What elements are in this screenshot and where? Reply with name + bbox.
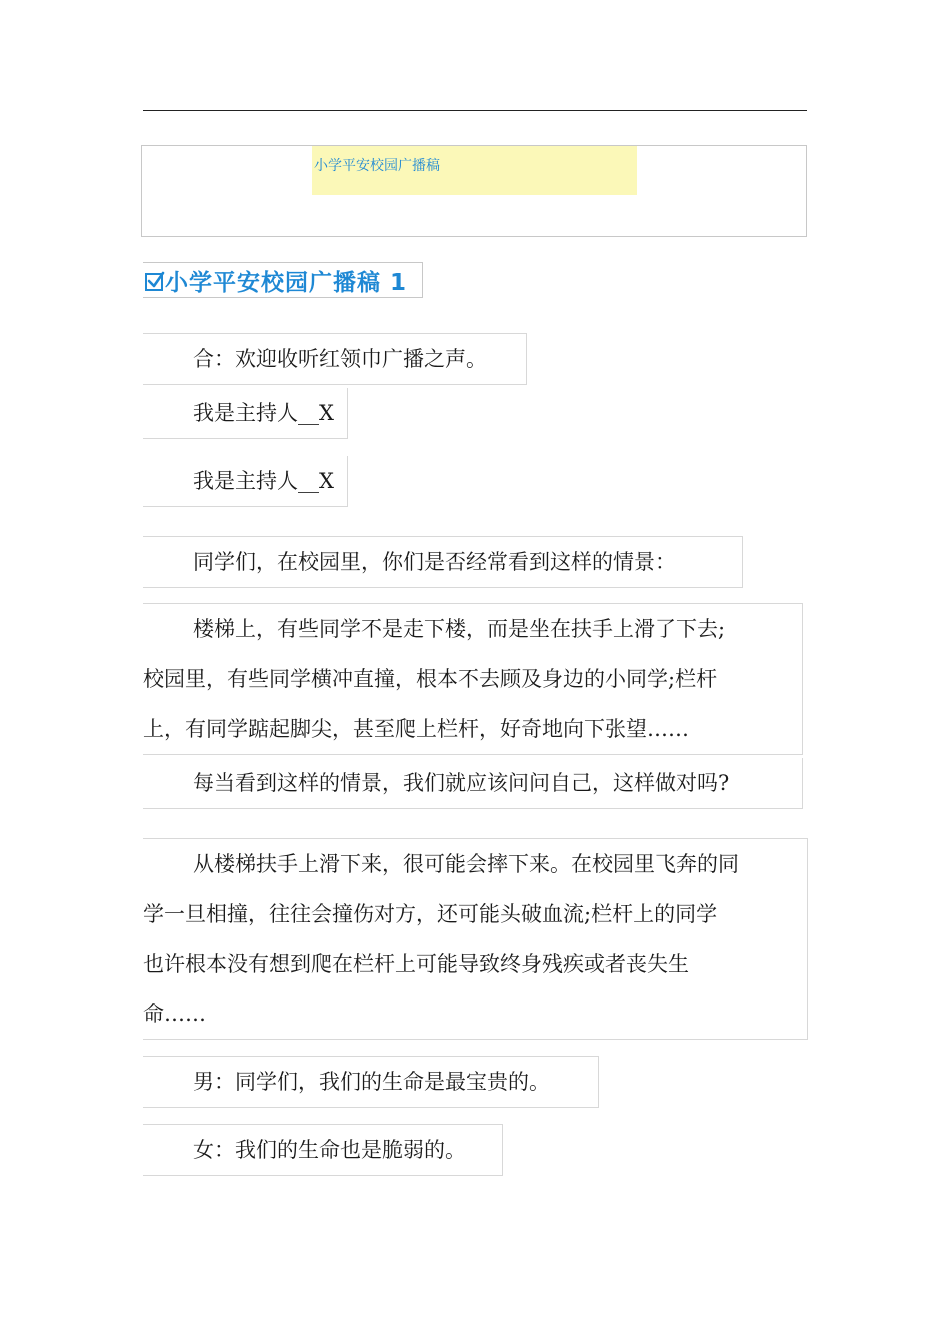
paragraph-line: 同学们，在校园里，你们是否经常看到这样的情景： xyxy=(193,550,676,574)
paragraph-host-1 xyxy=(143,388,348,439)
checkbox-icon xyxy=(145,273,163,291)
paragraph-line: 学一旦相撞，往往会撞伤对方，还可能头破血流;栏杆上的同学 xyxy=(143,902,718,926)
paragraph-reflection xyxy=(143,758,803,809)
section-heading-text: 小学平安校园广播稿 1 xyxy=(165,269,408,296)
paragraph-line: 我是主持人__X xyxy=(193,469,334,493)
paragraph-line: 上，有同学踮起脚尖，甚至爬上栏杆，好奇地向下张望…… xyxy=(143,717,689,741)
paragraph-consequences xyxy=(143,838,808,1040)
paragraph-line: 也许根本没有想到爬在栏杆上可能导致终身残疾或者丧失生 xyxy=(143,952,689,976)
section-heading xyxy=(143,262,423,298)
paragraph-scenes xyxy=(143,603,803,755)
paragraph-line: 合：欢迎收听红领巾广播之声。 xyxy=(193,347,487,371)
paragraph-line: 命…… xyxy=(143,1002,206,1026)
paragraph-male xyxy=(143,1056,599,1108)
paragraph-question xyxy=(143,536,743,588)
paragraph-female xyxy=(143,1124,503,1176)
paragraph-line: 我是主持人__X xyxy=(193,401,334,425)
paragraph-host-2 xyxy=(143,456,348,507)
paragraph-line: 从楼梯扶手上滑下来，很可能会摔下来。在校园里飞奔的同 xyxy=(193,852,739,876)
paragraph-line: 男：同学们，我们的生命是最宝贵的。 xyxy=(193,1070,550,1094)
top-rule xyxy=(143,110,807,111)
paragraph-line: 女：我们的生命也是脆弱的。 xyxy=(193,1138,466,1162)
paragraph-greeting xyxy=(143,333,527,385)
paragraph-line: 校园里，有些同学横冲直撞，根本不去顾及身边的小同学;栏杆 xyxy=(143,667,718,691)
paragraph-line: 楼梯上，有些同学不是走下楼，而是坐在扶手上滑了下去; xyxy=(193,617,726,641)
paragraph-line: 每当看到这样的情景，我们就应该问问自己，这样做对吗? xyxy=(193,771,730,795)
header-title[interactable]: 小学平安校园广播稿 xyxy=(314,158,440,174)
